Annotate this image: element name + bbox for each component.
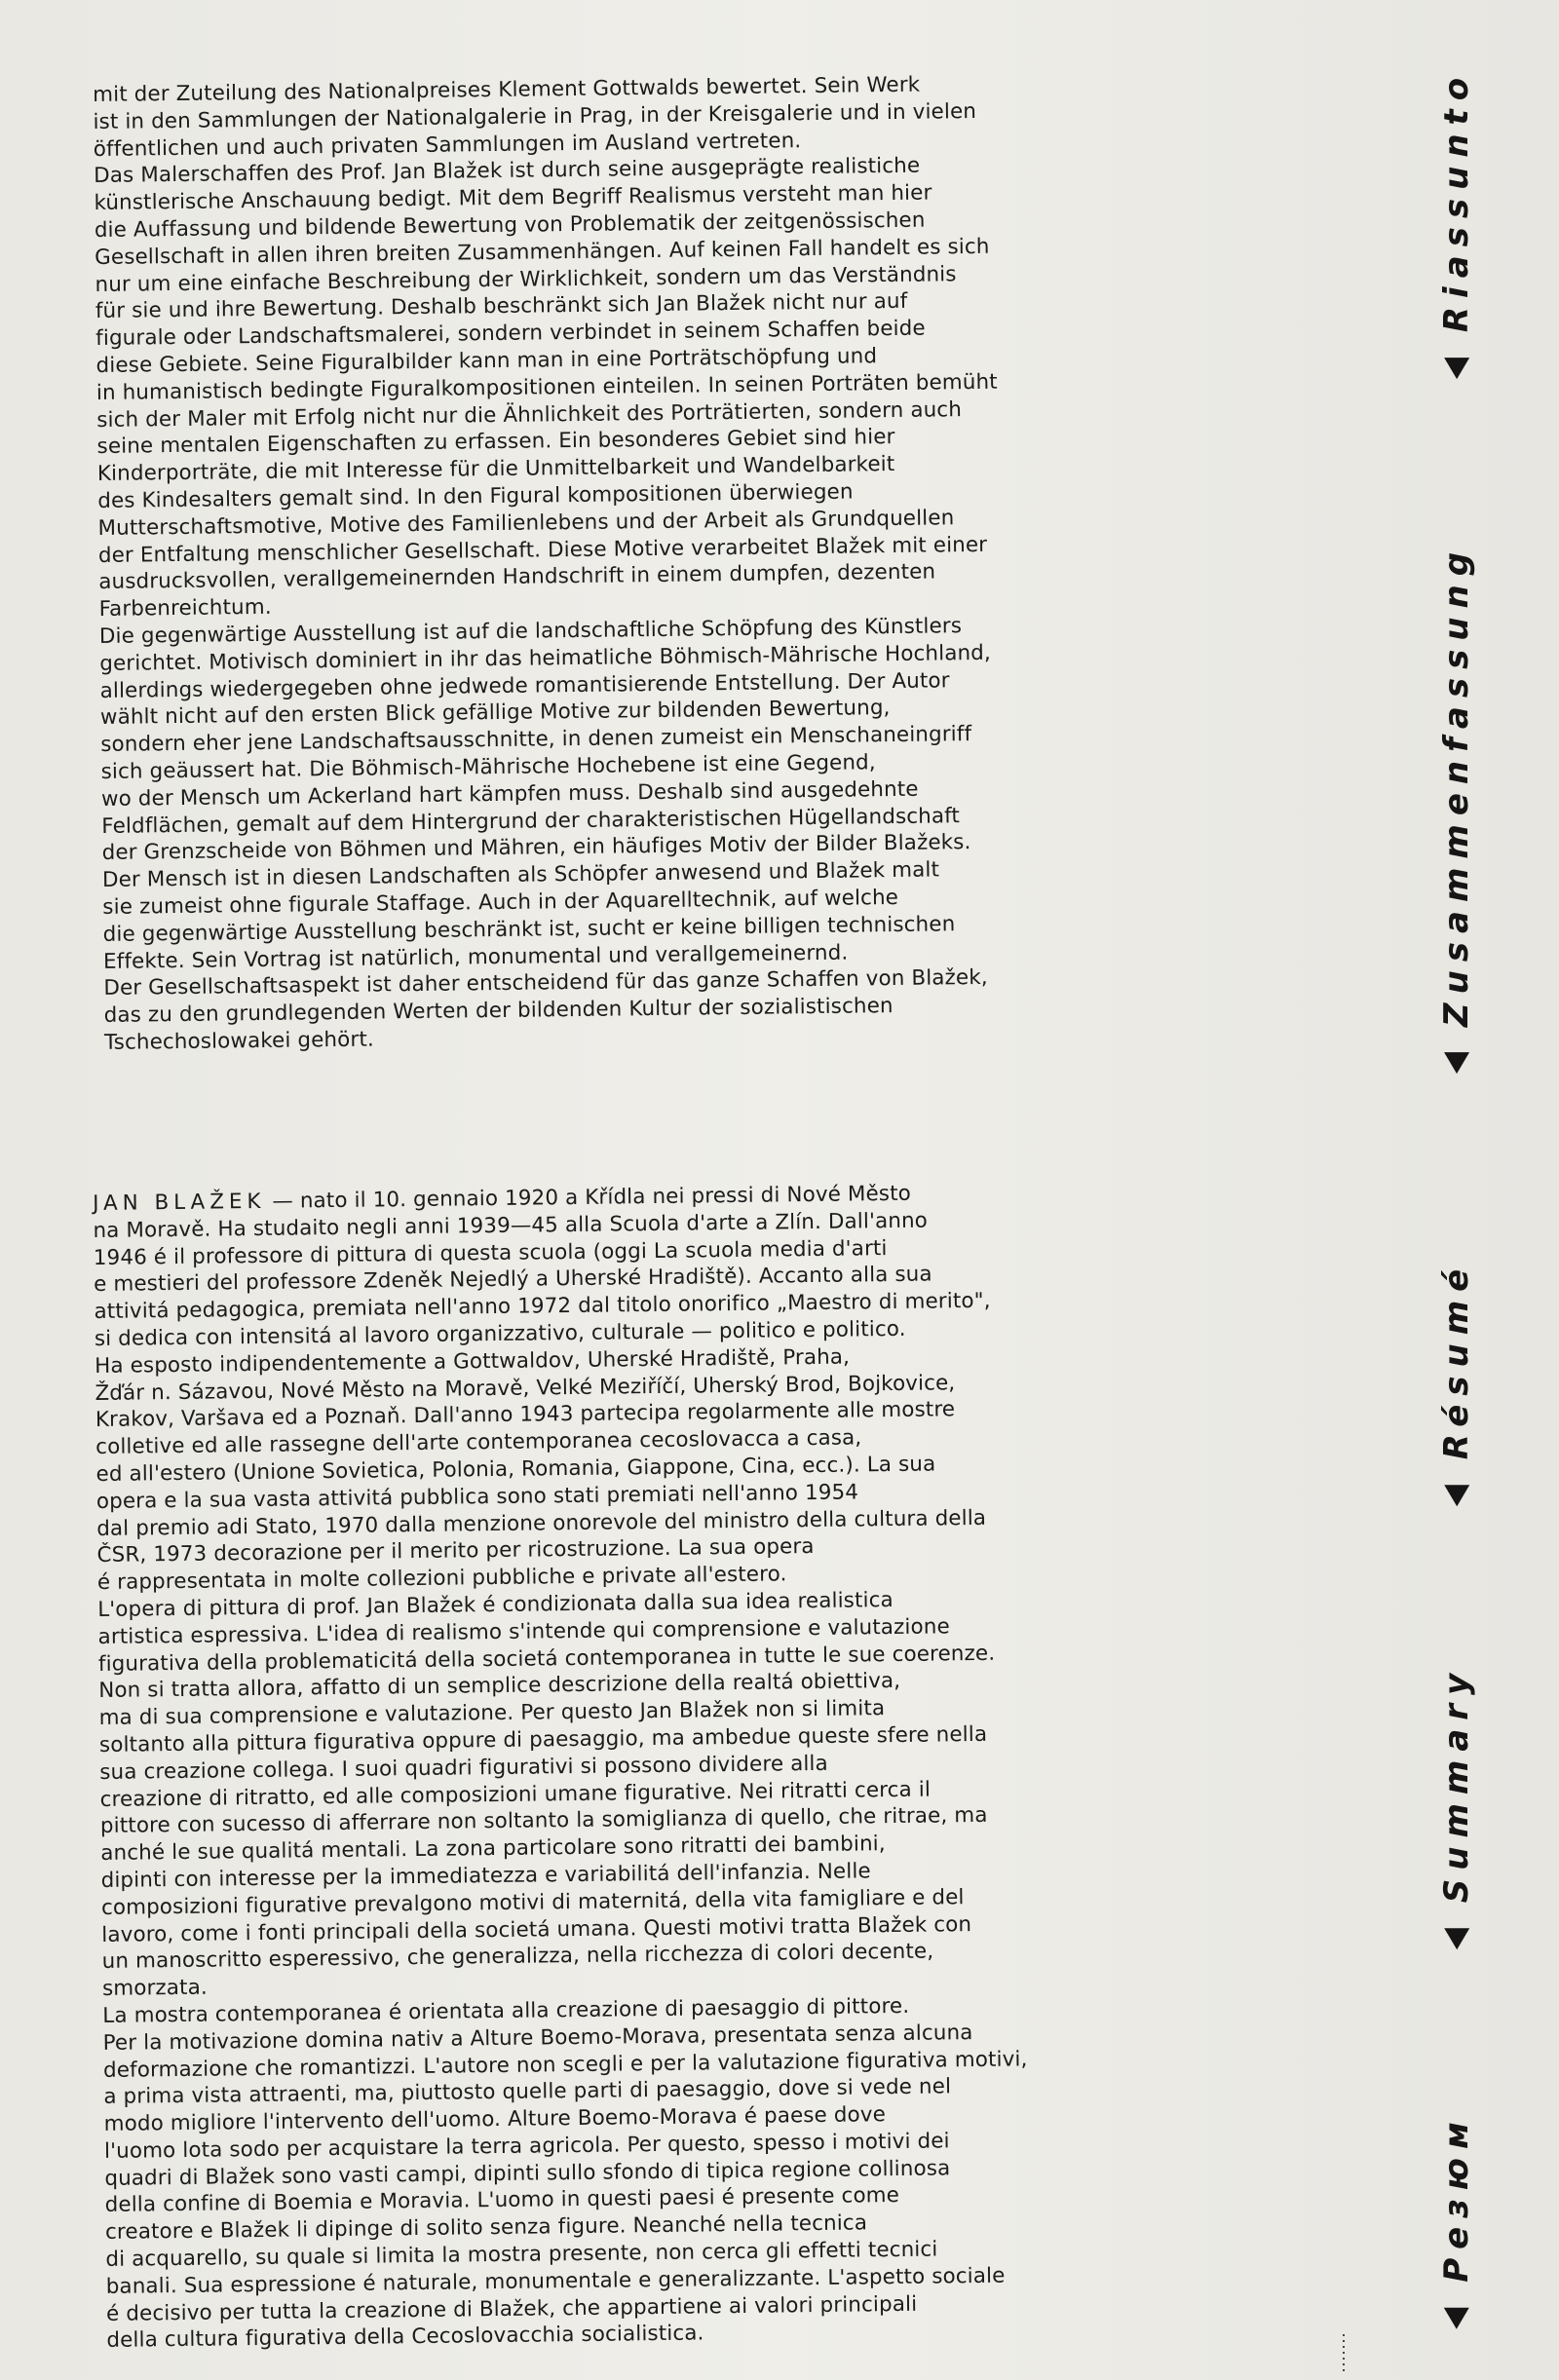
label-rezium xyxy=(1403,2085,1510,2358)
text-line: é decisivo per tutta la creazione di Blažek, che appartiene ai valori principali xyxy=(105,2291,918,2326)
triangle-left-icon xyxy=(1444,1928,1469,1949)
label-summary-text: Summary xyxy=(1437,1664,1477,1904)
text-line: 1946 é il professore di pittura di questa scuola (oggi La scuola media d'arti xyxy=(93,1235,888,1270)
text-line: lavoro, come i fonti principali della societá umana. Questi motivi tratta Blažek con xyxy=(101,1911,972,1947)
text-line: Tschechoslowakei gehört. xyxy=(103,1027,375,1055)
text-line: diese Gebiete. Seine Figuralbilder kann man in eine Porträtschöpfung und xyxy=(95,344,878,378)
text-line: der Entfaltung menschlicher Gesellschaft. Diese Motive verarbeitet Blažek mit einer xyxy=(97,532,988,568)
text-line: sua creazione collega. I suoi quadri figurativi si possono dividere alla xyxy=(99,1751,828,1785)
text-line: ČSR, 1973 decorazione per il merito per ricostruzione. La sua opera xyxy=(96,1534,815,1568)
label-zusammenfassung xyxy=(1403,507,1510,1111)
text-line: mit der Zuteilung des Nationalpreises Klement Gottwalds bewertet. Sein Werk xyxy=(93,72,921,107)
text-line: seine mentalen Eigenschaften zu erfassen. Ein besonderes Gebiet sind hier xyxy=(96,425,895,460)
text-line: die gegenwärtige Ausstellung beschränkt ist, sucht er keine billigen technischen xyxy=(102,911,956,947)
text-line: in humanistisch bedingte Figuralkompositionen einteilen. In seinen Porträten bemüht xyxy=(95,369,998,405)
text-line: ist in den Sammlungen der Nationalgalerie in Prag, in der Kreisgalerie und in vielen xyxy=(93,98,977,134)
text-line: colletive ed alle rassegne dell'arte contemporanea cecoslovacca a casa, xyxy=(95,1425,862,1460)
text-line: für sie und ihre Bewertung. Deshalb beschränkt sich Jan Blažek nicht nur auf xyxy=(95,289,908,324)
label-riassunto xyxy=(1403,39,1510,409)
italian-paragraphs xyxy=(93,1203,1266,2355)
text-line: dipinti con interesse per la immediatezza e variabilitá dell'infanzia. Nelle xyxy=(100,1859,871,1893)
text-line: Der Mensch ist in diesen Landschaften als Schöpfer anwesend und Blažek malt xyxy=(101,857,940,893)
text-line: nur um eine einfache Beschreibung der Wirklichkeit, sondern um das Verständnis xyxy=(95,261,957,297)
text-line: Žďár n. Sázavou, Nové Město na Moravě, Velké Meziříčí, Uherský Brod, Bojkovice, xyxy=(95,1370,956,1406)
text-line: smorzata. xyxy=(101,1975,209,2002)
text-line: é rappresentata in molte collezioni pubbliche e private all'estero. xyxy=(96,1562,787,1596)
text-line: creatore e Blažek li dipinge di solito senza figure. Neanché nella tecnica xyxy=(104,2210,868,2246)
language-sidebar xyxy=(1403,0,1510,2380)
text-line: della confine di Boemia e Moravia. L'uomo in questi paesi é presente come xyxy=(104,2183,900,2218)
text-line: ma di sua comprensione e valutazione. Per questo Jan Blažek non si limita xyxy=(98,1696,886,1731)
text-line: di acquarello, su quale si limita la mostra presente, non cerca gli effetti tecnici xyxy=(105,2237,938,2272)
text-line: sich der Maler mit Erfolg nicht nur die Ähnlichkeit des Porträtierten, sondern auch xyxy=(96,397,963,433)
text-line: deformazione che romantizzi. L'autore non scegli e per la valutazione figurativa motivi, xyxy=(102,2046,1028,2083)
text-line: die Auffassung und bildende Bewertung von Problematik der zeitgenössischen xyxy=(94,208,926,243)
text-line: das zu den grundlegenden Werten der bildenden Kultur der sozialistischen xyxy=(103,994,894,1029)
text-line: dal premio adi Stato, 1970 dalla menzione onorevole del ministro della cultura della xyxy=(96,1505,987,1541)
text-line: figurale oder Landschaftsmalerei, sondern verbindet in seinem Schaffen beide xyxy=(95,316,926,352)
text-line: Der Gesellschaftsaspekt ist daher entscheidend für das ganze Schaffen von Blažek, xyxy=(103,965,988,1001)
text-line: Ha esposto indipendentemente a Gottwaldov, Uherské Hradiště, Praha, xyxy=(95,1344,851,1379)
artist-name: JAN BLAŽEK xyxy=(93,1189,266,1216)
text-line: artistica espressiva. L'idea di realismo s'intende qui comprensione e valutazione xyxy=(97,1614,950,1649)
text-line: della cultura figurativa della Cecoslovacchia socialistica. xyxy=(106,2321,704,2354)
text-line: ed all'estero (Unione Sovietica, Polonia, Romania, Giappone, Cina, ecc.). La sua xyxy=(95,1452,936,1487)
italian-summary-text xyxy=(93,1176,1267,2355)
text-line: opera e la sua vasta attivitá pubblica sono stati premiati nell'anno 1954 xyxy=(95,1480,859,1514)
text-line: creazione di ritratto, ed alle composizioni umane figurative. Nei ritratti cerca il xyxy=(99,1777,932,1812)
triangle-left-icon xyxy=(1444,1052,1469,1074)
text-line: der Grenzscheide von Böhmen und Mähren, ein häufiges Motiv der Bilder Blažeks. xyxy=(101,830,971,866)
text-line: Feldflächen, gemalt auf dem Hintergrund der charakteristischen Hügellandschaft xyxy=(101,803,961,839)
text-line: wo der Mensch um Ackerland hart kämpfen muss. Deshalb sind ausgedehnte xyxy=(100,776,919,812)
text-line: sie zumeist ohne figurale Staffage. Auch in der Aquarelltechnik, auf welche xyxy=(102,885,899,920)
italian-first-line-rest: — nato il 10. gennaio 1920 a Křídla nei pressi di Nové Město xyxy=(265,1181,912,1214)
text-line: e mestieri del professore Zdeněk Nejedlý a Uherské Hradiště). Accanto alla sua xyxy=(94,1262,932,1298)
text-line: si dedica con intensitá al lavoro organizzativo, culturale — politico e politico. xyxy=(94,1316,906,1351)
triangle-left-icon xyxy=(1444,1485,1469,1506)
text-line: Mutterschaftsmotive, Motive des Familienlebens und der Arbeit als Grundquellen xyxy=(97,505,955,541)
text-line: soltanto alla pittura figurativa oppure di paesaggio, ma ambedue queste sfere nella xyxy=(98,1721,988,1757)
text-line: banali. Sua espressione é naturale, monumentale e generalizzante. L'aspetto sociale xyxy=(105,2263,1006,2299)
text-line: attivitá pedagogica, premiata nell'anno 1972 dal titolo onorifico „Maestro di merito", xyxy=(94,1288,991,1325)
label-zusammenfassung-text: Zusammenfassung xyxy=(1437,543,1476,1028)
text-line: sondern eher jene Landschaftsausschnitte, in denen zumeist ein Menschaneingriff xyxy=(100,722,972,758)
triangle-left-icon xyxy=(1444,358,1469,379)
edge-dots xyxy=(1343,2334,1345,2373)
label-resume xyxy=(1403,1228,1510,1539)
german-paragraphs xyxy=(93,67,1264,1056)
text-line: Das Malerschaffen des Prof. Jan Blažek ist durch seine ausgeprägte realistiche xyxy=(94,154,921,189)
text-line: Non si tratta allora, affatto di un semplice descrizione della realtá obiettiva, xyxy=(98,1669,901,1704)
text-line: anché le sue qualitá mentali. La zona particolare sono ritratti dei bambini, xyxy=(100,1832,886,1867)
german-summary-text xyxy=(93,67,1264,1056)
text-line: Gesellschaft in allen ihren breiten Zusammenhängen. Auf keinen Fall handelt es sich xyxy=(95,234,990,270)
text-line: quadri di Blažek sono vasti campi, dipinti sullo sfondo di tipica regione collinosa xyxy=(104,2156,951,2191)
text-line: na Moravě. Ha studaito negli anni 1939—45 alla Scuola d'arte a Zlín. Dall'anno xyxy=(93,1208,929,1243)
label-summary xyxy=(1403,1646,1510,1968)
label-riassunto-text: Riassunto xyxy=(1437,68,1476,333)
text-line: Effekte. Sein Vortrag ist natürlich, monumental und verallgemeinernd. xyxy=(102,940,849,974)
text-line: modo migliore l'intervento dell'uomo. Alture Boemo-Morava é paese dove xyxy=(103,2102,887,2137)
text-line: Kinderporträte, die mit Interesse für die Unmittelbarkeit und Wandelbarkeit xyxy=(96,452,895,487)
text-line: wählt nicht auf den ersten Blick gefällige Motive zur bildenden Bewertung, xyxy=(99,696,891,731)
text-line: künstlerische Anschauung bedigt. Mit dem Begriff Realismus versteht man hier xyxy=(94,180,932,216)
text-line: sich geäussert hat. Die Böhmisch-Mährische Hochebene ist eine Gegend, xyxy=(100,750,876,784)
text-line: a prima vista attraenti, ma, piuttosto quelle parti di paesaggio, dove si vede nel xyxy=(103,2074,952,2110)
text-line: gerichtet. Motivisch dominiert in ihr das heimatliche Böhmisch-Mährische Hochland, xyxy=(99,640,992,676)
text-line: figurativa della problematicitá della societá contemporanea in tutte le sue coerenze. xyxy=(97,1641,996,1677)
text-line: composizioni figurative prevalgono motivi di maternitá, della vita famigliare e del xyxy=(100,1884,965,1920)
label-rezium-text: Резюм xyxy=(1437,2113,1476,2283)
text-line: öffentlichen und auch privaten Sammlungen im Ausland vertreten. xyxy=(93,128,802,162)
text-line: ausdrucksvollen, verallgemeinernden Handschrift in einem dumpfen, dezenten xyxy=(98,559,936,595)
text-line: un manoscritto esperessivo, che generalizza, nella ricchezza di colori decente, xyxy=(101,1939,934,1975)
text-line: Krakov, Varšava ed a Poznaň. Dall'anno 1943 partecipa regolarmente alle mostre xyxy=(95,1397,956,1433)
text-line: Die gegenwärtige Ausstellung ist auf die landschaftliche Schöpfung des Künstlers xyxy=(98,614,963,649)
text-line: L'opera di pittura di prof. Jan Blažek é condizionata dalla sua idea realistica xyxy=(97,1587,894,1622)
text-line: Farbenreichtum. xyxy=(98,594,272,623)
text-line: pittore con sucesso di afferrare non soltanto la somiglianza di quello, che ritrae, ma xyxy=(99,1803,988,1839)
text-line: La mostra contemporanea é orientata alla creazione di paesaggio di pittore. xyxy=(102,1993,910,2028)
text-line: Per la motivazione domina nativ a Alture Boemo-Morava, presentata senza alcuna xyxy=(102,2020,973,2056)
text-line: l'uomo lota sodo per acquistare la terra agricola. Per questo, spesso i motivi dei xyxy=(103,2129,950,2164)
triangle-left-icon xyxy=(1444,2308,1469,2329)
text-line: des Kindesalters gemalt sind. In den Figural kompositionen überwiegen xyxy=(97,479,854,513)
label-resume-text: Résumé xyxy=(1437,1260,1477,1460)
text-line: allerdings wiedergegeben ohne jedwede romantisierende Entstellung. Der Autor xyxy=(99,667,950,703)
